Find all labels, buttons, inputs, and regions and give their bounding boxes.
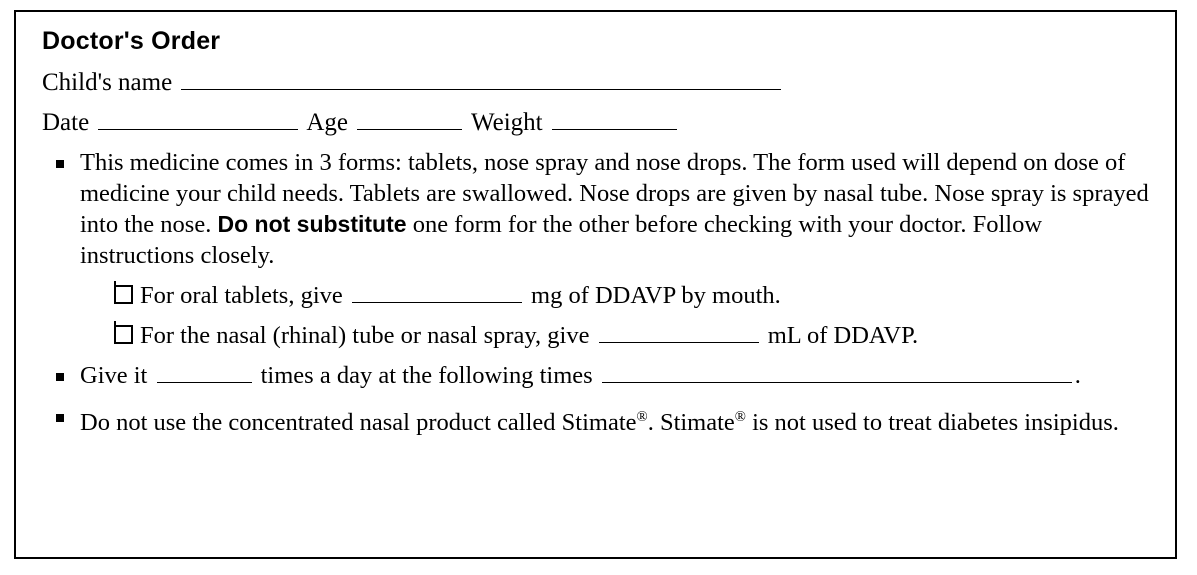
nasal-prefix: For the nasal (rhinal) tube or nasal spray, give [140,322,590,349]
weight-input[interactable] [552,109,677,130]
medicine-forms-paragraph [80,148,1149,271]
list-item [42,148,1149,351]
nasal-option[interactable] [114,321,1149,351]
child-name-input[interactable] [181,69,781,90]
list-item [42,402,1149,439]
age-label: Age [306,109,348,136]
stimate-text-1: Do not use the concentrated nasal product called Stimate [80,408,637,436]
child-name-field-row [42,66,1149,100]
page-title: Doctor's Order [42,27,221,55]
weight-label: Weight [471,109,543,136]
stimate-text-3: is not used to treat diabetes insipidus. [745,408,1119,436]
doctors-order-form [14,10,1177,559]
date-label: Date [42,109,90,136]
do-not-substitute-emphasis: Do not substitute [217,211,407,237]
age-input[interactable] [357,109,462,130]
frequency-suffix: . [1074,362,1081,389]
date-input[interactable] [98,109,298,130]
oral-tablets-option[interactable] [114,281,1149,311]
checkbox-icon[interactable] [114,285,133,304]
oral-tablets-prefix: For oral tablets, give [140,282,343,309]
child-name-label: Child's name [42,69,173,96]
frequency-count-input[interactable] [157,364,252,383]
registered-mark-icon: ® [636,408,648,425]
nasal-dose-input[interactable] [599,322,759,343]
oral-tablets-dose-input[interactable] [352,282,522,303]
stimate-text-2: . Stimate [647,408,735,436]
stimate-warning-paragraph [80,402,1149,439]
medicine-forms-text-1: This medicine comes in 3 forms: tablets, nose spray and nose drops. The form used will depend on dose of medicine your child needs. Tablets are swallowed. Nose drops are given by nasal tube. Nose spray is sprayed into the nose. [80,149,1149,238]
frequency-row [80,362,1081,389]
instructions-list [42,148,1149,438]
oral-tablets-suffix: mg of DDAVP by mouth. [531,282,781,309]
registered-mark-icon: ® [734,408,746,425]
form-body [16,12,1175,438]
medicine-forms-text-2: one form for the other before checking with your doctor. Follow instructions closely. [80,211,1043,269]
frequency-middle: times a day at the following times [260,362,593,389]
checkbox-icon[interactable] [114,325,133,344]
nasal-suffix: mL of DDAVP. [767,322,919,349]
administration-times-input[interactable] [602,362,1072,383]
frequency-prefix: Give it [80,362,148,389]
list-item [42,361,1149,392]
date-age-weight-row [42,106,1149,140]
